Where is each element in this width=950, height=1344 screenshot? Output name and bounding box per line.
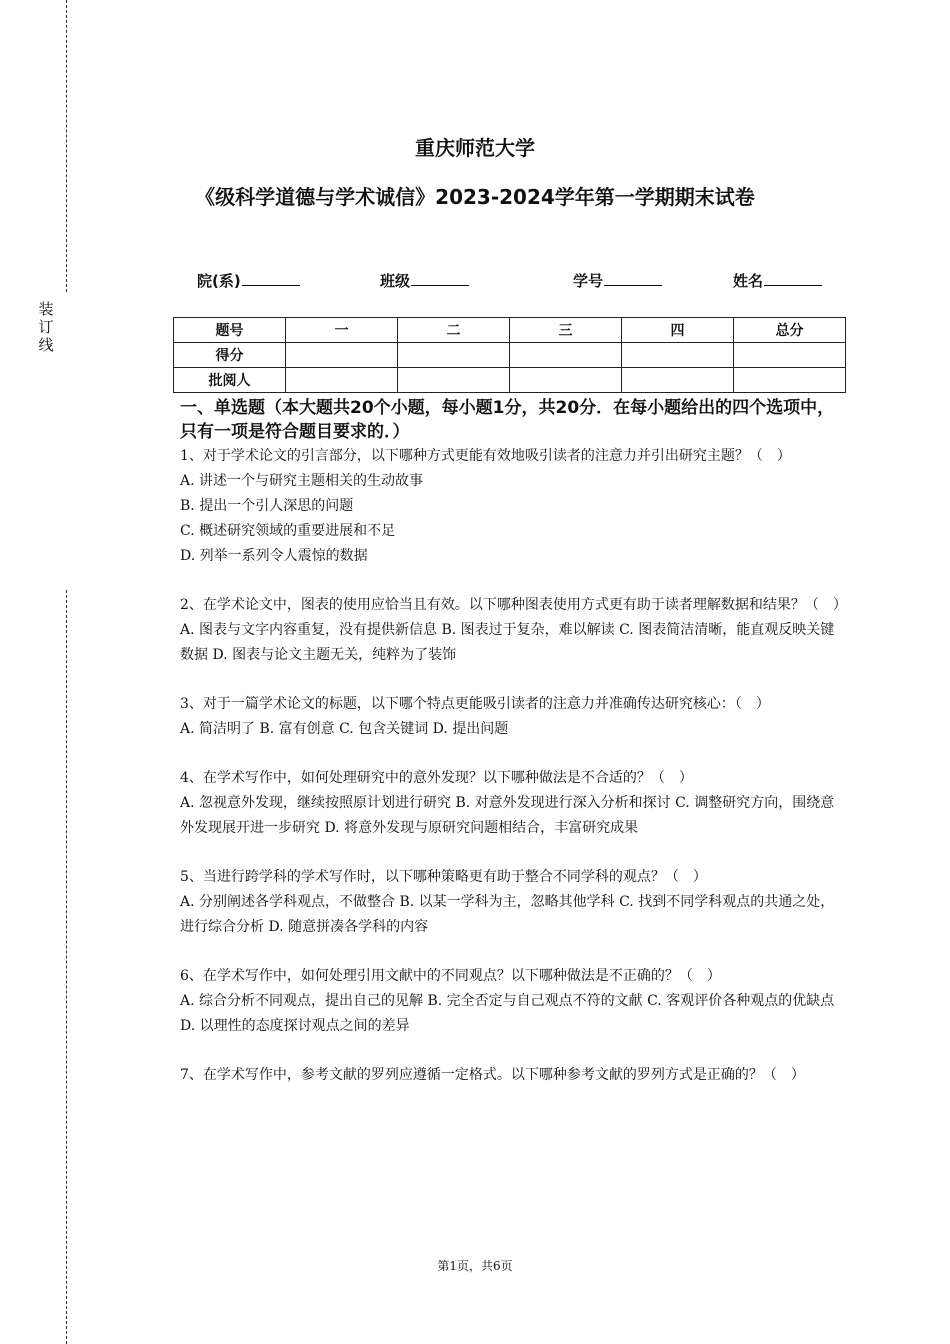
question-stem: 2、在学术论文中，图表的使用应恰当且有效。以下哪种图表使用方式更有助于读者理解数据和结果？（ ） <box>180 597 847 613</box>
question-item <box>180 1063 842 1088</box>
name-blank <box>764 271 822 286</box>
score-table-row <box>174 318 846 343</box>
table-cell <box>734 368 846 393</box>
name-field <box>733 270 822 291</box>
class-blank <box>411 271 469 286</box>
university-name: 重庆师范大学 <box>415 136 535 160</box>
question-option: B. 提出一个引人深思的问题 <box>180 498 354 514</box>
question-stem: 3、对于一篇学术论文的标题，以下哪个特点更能吸引读者的注意力并准确传达研究核心：（ ） <box>180 696 770 712</box>
score-table <box>173 317 846 393</box>
table-cell <box>286 343 398 368</box>
student-id-blank <box>604 271 662 286</box>
question-option: A. 讲述一个与研究主题相关的生动故事 <box>180 473 424 489</box>
score-table-row <box>174 343 846 368</box>
table-cell <box>622 368 734 393</box>
question-item <box>180 593 847 668</box>
name-label: 姓名 <box>733 272 764 290</box>
question-stem: 4、在学术写作中，如何处理研究中的意外发现？以下哪种做法是不合适的？（ ） <box>180 770 693 786</box>
table-cell: 一 <box>286 318 398 343</box>
section-heading: 一、单选题（本大题共20个小题，每小题1分，共20分．在每小题给出的四个选项中，只有一项是符合题目要求的．） <box>180 398 835 442</box>
table-cell: 得分 <box>174 343 286 368</box>
table-cell: 三 <box>510 318 622 343</box>
question-options: A. 简洁明了 B. 富有创意 C. 包含关键词 D. 提出问题 <box>180 721 509 737</box>
student-id-label: 学号 <box>573 272 604 290</box>
table-cell: 总分 <box>734 318 846 343</box>
question-options: A. 综合分析不同观点，提出自己的见解 B. 完全否定与自己观点不符的文献 C. 客观评价各种观点的优缺点 D. 以理性的态度探讨观点之间的差异 <box>180 993 835 1034</box>
question-stem: 1、对于学术论文的引言部分，以下哪种方式更能有效地吸引读者的注意力并引出研究主题？（ ） <box>180 448 791 464</box>
student-id-field <box>573 270 662 291</box>
binding-line-bottom <box>66 590 67 1344</box>
department-field <box>197 270 300 291</box>
page-number: 第1页，共6页 <box>437 1259 513 1273</box>
question-item <box>180 964 842 1039</box>
class-field <box>380 270 469 291</box>
exam-title: 《级科学道德与学术诚信》2023-2024学年第一学期期末试卷 <box>195 185 755 209</box>
question-option: C. 概述研究领域的重要进展和不足 <box>180 523 396 539</box>
question-item <box>180 865 842 940</box>
table-cell <box>286 368 398 393</box>
binding-char: 装 <box>38 300 54 318</box>
table-cell <box>398 368 510 393</box>
table-cell <box>398 343 510 368</box>
question-stem: 7、在学术写作中，参考文献的罗列应遵循一定格式。以下哪种参考文献的罗列方式是正确的？（ ） <box>180 1067 805 1083</box>
question-options: A. 忽视意外发现，继续按照原计划进行研究 B. 对意外发现进行深入分析和探讨 C. 调整研究方向，围绕意外发现展开进一步研究 D. 将意外发现与原研究问题相结合，丰富研究成果 <box>180 795 835 836</box>
question-item <box>180 692 842 742</box>
class-label: 班级 <box>380 272 411 290</box>
question-options: A. 分别阐述各学科观点，不做整合 B. 以某一学科为主，忽略其他学科 C. 找到不同学科观点的共通之处，进行综合分析 D. 随意拼凑各学科的内容 <box>180 894 835 935</box>
table-cell <box>622 343 734 368</box>
question-stem: 5、当进行跨学科的学术写作时，以下哪种策略更有助于整合不同学科的观点？（ ） <box>180 869 707 885</box>
table-cell: 批阅人 <box>174 368 286 393</box>
question-stem: 6、在学术写作中，如何处理引用文献中的不同观点？以下哪种做法是不正确的？（ ） <box>180 968 721 984</box>
table-cell <box>510 368 622 393</box>
question-list <box>180 444 847 1112</box>
score-table-row <box>174 368 846 393</box>
question-option: D. 列举一系列令人震惊的数据 <box>180 548 368 564</box>
department-label: 院(系) <box>197 272 241 290</box>
binding-char: 订 <box>38 318 54 336</box>
binding-char: 线 <box>38 336 54 354</box>
question-item <box>180 766 842 841</box>
table-cell <box>734 343 846 368</box>
table-cell <box>510 343 622 368</box>
question-options: A. 图表与文字内容重复，没有提供新信息 B. 图表过于复杂，难以解读 C. 图表简洁清晰，能直观反映关键数据 D. 图表与论文主题无关，纯粹为了装饰 <box>180 622 835 663</box>
table-cell: 四 <box>622 318 734 343</box>
department-blank <box>242 271 300 286</box>
binding-label <box>36 300 56 354</box>
table-cell: 二 <box>398 318 510 343</box>
question-item <box>180 444 842 569</box>
table-cell: 题号 <box>174 318 286 343</box>
